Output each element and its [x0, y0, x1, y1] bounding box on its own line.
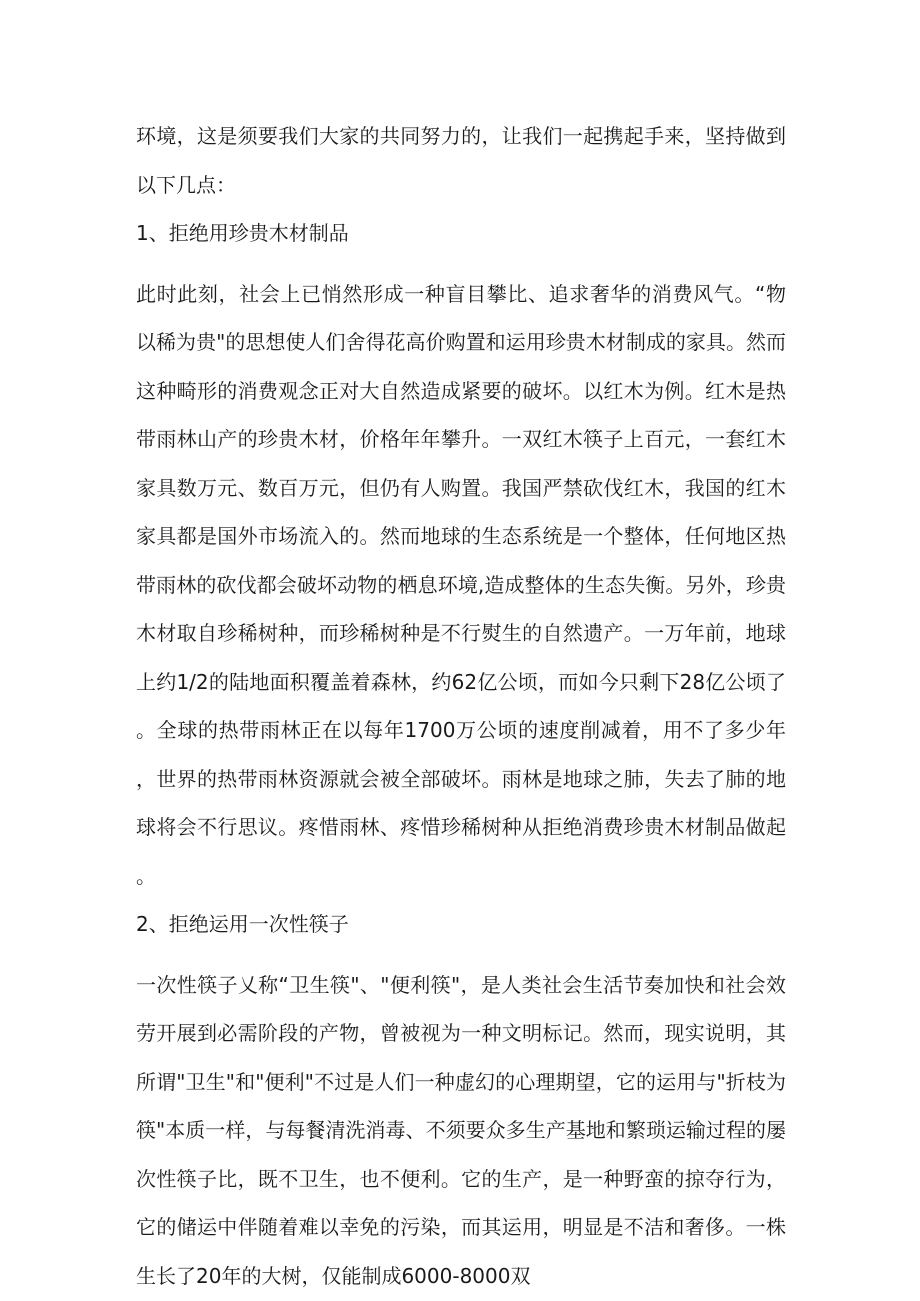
- section-2-body: 一次性筷子乂称“卫生筷"、"便利筷"，是人类社会生活节奏加快和社会效劳开展到必需阶段的产物，曾被视为一种文明标记。然而，现实说明，其所谓"卫生"和"便利"不过是人们一种虚幻的心理期望，它的运用与"折枝为筷"本质一样，与每餐清洗消毒、不须要众多生产基地和繁琐运输过程的屡次性筷子比，既不卫生，也不便利。它的生产，是一种野蛮的掠夺行为，它的储运中伴随着难以幸免的污染，而其运用，明显是不洁和奢侈。一株生长了20年的大树，仅能制成6000-8000双: [136, 972, 786, 1288]
- intro-paragraph: 环境，这是须要我们大家的共同努力的，让我们一起携起手来，坚持做到以下几点：: [136, 124, 786, 197]
- section-1-heading: 1、拒绝用珍贵木材制品: [136, 221, 349, 245]
- document-page: [136, 112, 786, 1300]
- section-2-heading: 2、拒绝运用一次性筷子: [136, 912, 349, 936]
- section-1-body: 此时此刻，社会上已悄然形成一种盲目攀比、追求奢华的消费风气。“物以稀为贵"的思想使人们舍得花高价购置和运用珍贵木材制成的家具。然而这种畸形的消费观念正对大自然造成紧要的破坏。以红木为例。红木是热带雨林山产的珍贵木材，价格年年攀升。一双红木筷子上百元，一套红木家具数万元、数百万元，但仍有人购置。我国严禁砍伐红木，我国的红木家具都是国外市场流入的。然而地球的生态系统是一个整体，任何地区热带雨林的砍伐都会破坏动物的栖息环境,造成整体的生态失衡。另外，珍贵木材取自珍稀树种，而珍稀树种是不行熨生的自然遗产。一万年前，地球上约1/2的陆地面积覆盖着森林，约62亿公顷，而如今只剩下28亿公顷了。全球的热带雨林正在以每年1700万公顷的速度削减着，用不了多少年，世界的热带雨林资源就会被全部破坏。雨林是地球之肺，失去了肺的地球将会不行思议。疼惜雨林、疼惜珍稀树种从拒绝消费珍贵木材制品做起。: [136, 281, 786, 888]
